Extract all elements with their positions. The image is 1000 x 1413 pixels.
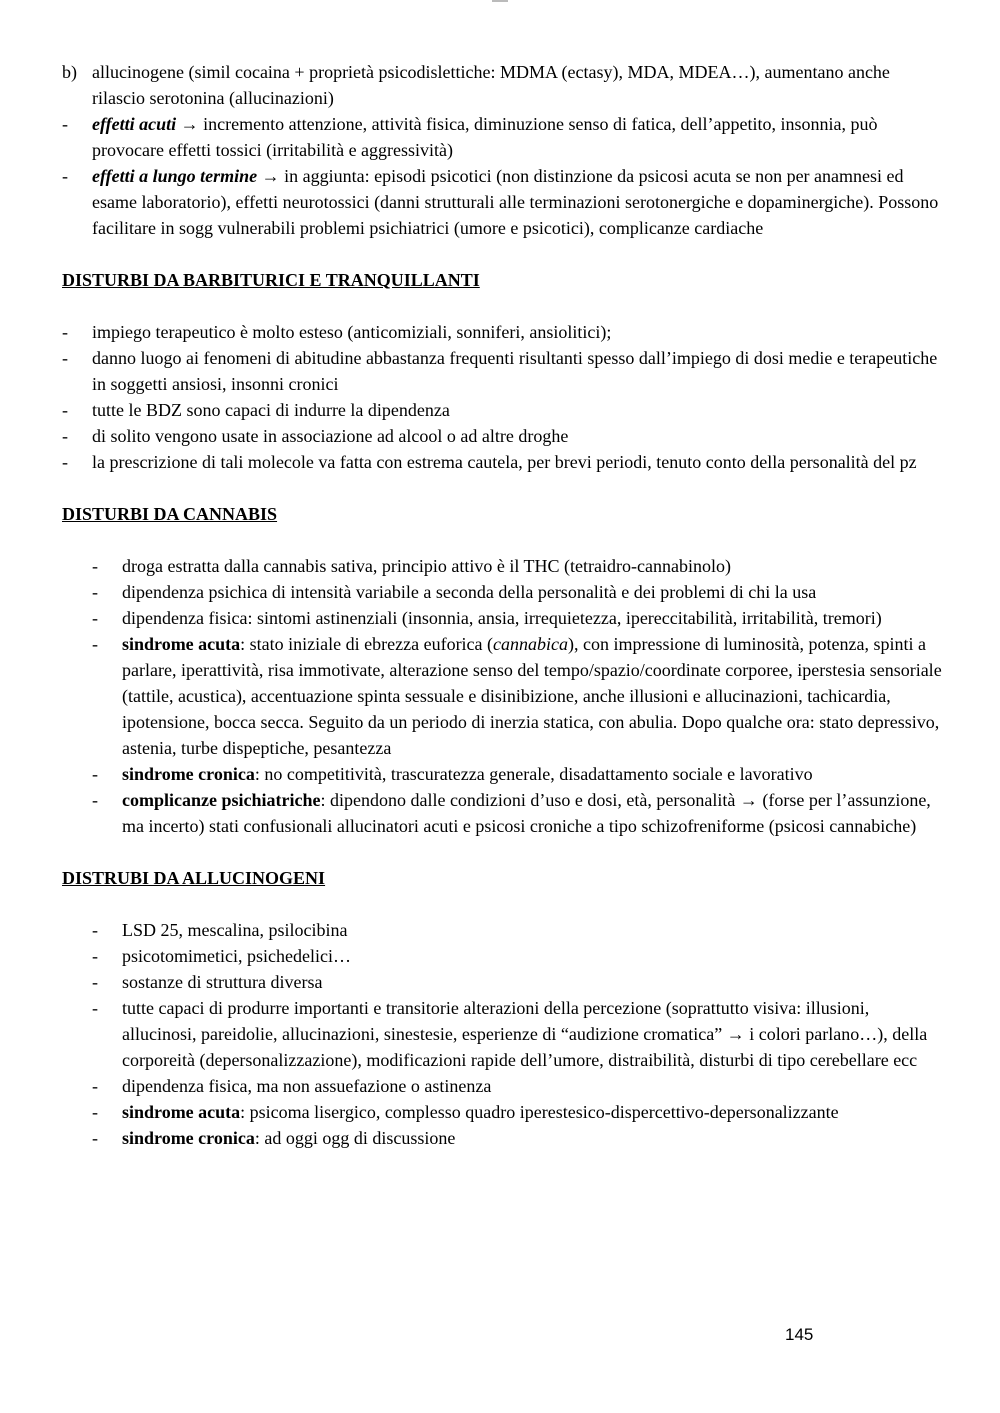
list-item-text: incremento attenzione, attività fisica, diminuzione senso di fatica, dell’appetito, insonnia, può provocare effetti tossici (irritabilità e aggressività) (92, 114, 878, 160)
list-item-text: tutte capaci di produrre importanti e transitorie alterazioni della percezione (soprattutto visiva: illusioni, allucinosi, pareidolie, allucinazioni, sinestesie, esperienze di “audizione cromatica” (122, 998, 870, 1044)
list-item-text: di solito vengono usate in associazione ad alcool o ad altre droghe (92, 426, 569, 446)
term-label: complicanze psichiatriche (122, 790, 321, 810)
list-item-text: : no competitività, trascuratezza generale, disadattamento sociale e lavorativo (254, 764, 813, 784)
list-item-sindrome-cronica (92, 1125, 942, 1151)
bullet-dash: - (92, 608, 98, 628)
list-item-text: danno luogo ai fenomeni di abitudine abbastanza frequenti risultanti spesso dall’impiego di dosi medie e terapeutiche in soggetti ansiosi, insonni cronici (92, 348, 938, 394)
term-label: sindrome cronica (122, 1128, 255, 1148)
list-item-text: allucinogene (simil cocaina + proprietà psicodislettiche: MDMA (ectasy), MDA, MDEA…), aumentano anche rilascio serotonina (allucinazioni) (92, 62, 890, 108)
list-item (92, 605, 942, 631)
arrow-right-icon: → (726, 1024, 745, 1044)
bullet-dash: - (92, 582, 98, 602)
list-item (92, 969, 942, 995)
list-item-b (62, 59, 942, 111)
list-item-text: droga estratta dalla cannabis sativa, principio attivo è il THC (tetraidro-cannabinolo) (122, 556, 731, 576)
bullet-dash: - (92, 1128, 98, 1148)
bullet-dash: - (62, 452, 68, 472)
list-item (62, 345, 942, 397)
list-item-text: dipendenza psichica di intensità variabile a seconda della personalità e dei problemi di chi la usa (122, 582, 817, 602)
list-item-text: (forse per l’assunzione, ma incerto) stati confusionali allucinatori acuti e psicosi croniche a tipo schizofreniforme (psicosi cannabiche) (122, 790, 931, 836)
bullet-dash: - (92, 790, 98, 810)
bullet-dash: - (62, 348, 68, 368)
arrow-right-icon: → (739, 790, 758, 810)
list-item-text: la prescrizione di tali molecole va fatta con estrema cautela, per brevi periodi, tenuto conto della personalità del pz (92, 452, 917, 472)
list-item-text: : dipendono dalle condizioni d’uso e dosi, età, personalità (320, 790, 740, 810)
page-number: 145 (785, 1325, 814, 1344)
list-item-text: ), con impressione di luminosità, potenza, spinti a parlare, iperattività, risa immotivate, alterazione senso del tempo/spazio/coordinate corporee, iperstesia sensoriale (tattile, acustica), accentuazione spinta sessuale e disinibizione, anche illusioni e allucinazioni, tachicardia, ipotensione, bocca secca. Seguito da un periodo di inerzia statica, con abulia. Dopo qualche ora: stato depressivo, astenia, turbe dispeptiche, pesantezza (122, 634, 942, 758)
term-label: effetti a lungo termine (92, 166, 258, 186)
list-item-text: dipendenza fisica, ma non assuefazione o astinenza (122, 1076, 492, 1096)
list-item-text: LSD 25, mescalina, psilocibina (122, 920, 348, 940)
list-item-text: in aggiunta: episodi psicotici (non distinzione da psicosi acuta se non per anamnesi ed esame laboratorio), effetti neurotossici (danni strutturali alle terminazioni serotonergiche e dopaminergiche). Possono facilitare in sogg vulnerabili problemi psichiatrici (umore e psicotici), complicanze cardiache (92, 166, 939, 238)
list-item (92, 553, 942, 579)
bullet-dash: - (62, 400, 68, 420)
arrow-right-icon: → (180, 114, 199, 134)
term-label: sindrome acuta (122, 634, 241, 654)
list-item-text: sostanze di struttura diversa (122, 972, 323, 992)
list-item (62, 397, 942, 423)
list-item-effetti-acuti (62, 111, 942, 163)
list-item-text: impiego terapeutico è molto esteso (anticomiziali, sonniferi, ansiolitici); (92, 322, 612, 342)
bullet-dash: - (92, 1076, 98, 1096)
list-item-text: : ad oggi ogg di discussione (254, 1128, 456, 1148)
section-heading-cannabis: DISTURBI DA CANNABIS (62, 504, 278, 524)
bullet-dash: - (92, 946, 98, 966)
term-label: sindrome acuta (122, 1102, 241, 1122)
arrow-right-icon: → (261, 166, 280, 186)
bullet-dash: - (92, 920, 98, 940)
bullet-dash: - (62, 114, 68, 134)
list-item (62, 449, 942, 475)
list-item-text: psicotomimetici, psichedelici… (122, 946, 351, 966)
bullet-dash: - (92, 634, 98, 654)
list-item (92, 917, 942, 943)
bullet-dash: - (92, 972, 98, 992)
header-mark (492, 0, 508, 2)
list-item-text: dipendenza fisica: sintomi astinenziali (insonnia, ansia, irrequietezza, ipereccitabilità, irritabilità, tremori) (122, 608, 882, 628)
bullet-dash: - (92, 1102, 98, 1122)
bullet-dash: - (92, 764, 98, 784)
bullet-dash: - (62, 426, 68, 446)
bullet-dash: - (92, 998, 98, 1018)
bullet-dash: - (92, 556, 98, 576)
section-heading-barbiturici: DISTURBI DA BARBITURICI E TRANQUILLANTI (62, 270, 480, 290)
list-item (62, 319, 942, 345)
list-item-effetti-lungo-termine (62, 163, 942, 241)
list-marker: b) (62, 62, 77, 82)
list-item-sindrome-acuta (92, 631, 942, 761)
list-item-text: tutte le BDZ sono capaci di indurre la dipendenza (92, 400, 450, 420)
bullet-dash: - (62, 166, 68, 186)
list-item-sindrome-cronica (92, 761, 942, 787)
term-label: effetti acuti (92, 114, 177, 134)
list-item-text: : psicoma lisergico, complesso quadro iperestesico-dispercettivo-depersonalizzante (240, 1102, 839, 1122)
list-item (92, 579, 942, 605)
italic-term: cannabica (493, 634, 569, 654)
bullet-dash: - (62, 322, 68, 342)
list-item-complicanze (92, 787, 942, 839)
term-label: sindrome cronica (122, 764, 255, 784)
list-item (62, 423, 942, 449)
list-item-sindrome-acuta (92, 1099, 942, 1125)
list-item (92, 943, 942, 969)
list-item (92, 995, 942, 1073)
list-item-text: i colori parlano…), della corporeità (depersonalizzazione), modificazioni rapide dell’umore, distraibilità, disturbi di tipo cerebellare ecc (122, 1024, 928, 1070)
page-content (62, 59, 942, 1151)
list-item-text: : stato iniziale di ebrezza euforica ( (240, 634, 494, 654)
list-item (92, 1073, 942, 1099)
section-heading-allucinogeni: DISTRUBI DA ALLUCINOGENI (62, 868, 326, 888)
